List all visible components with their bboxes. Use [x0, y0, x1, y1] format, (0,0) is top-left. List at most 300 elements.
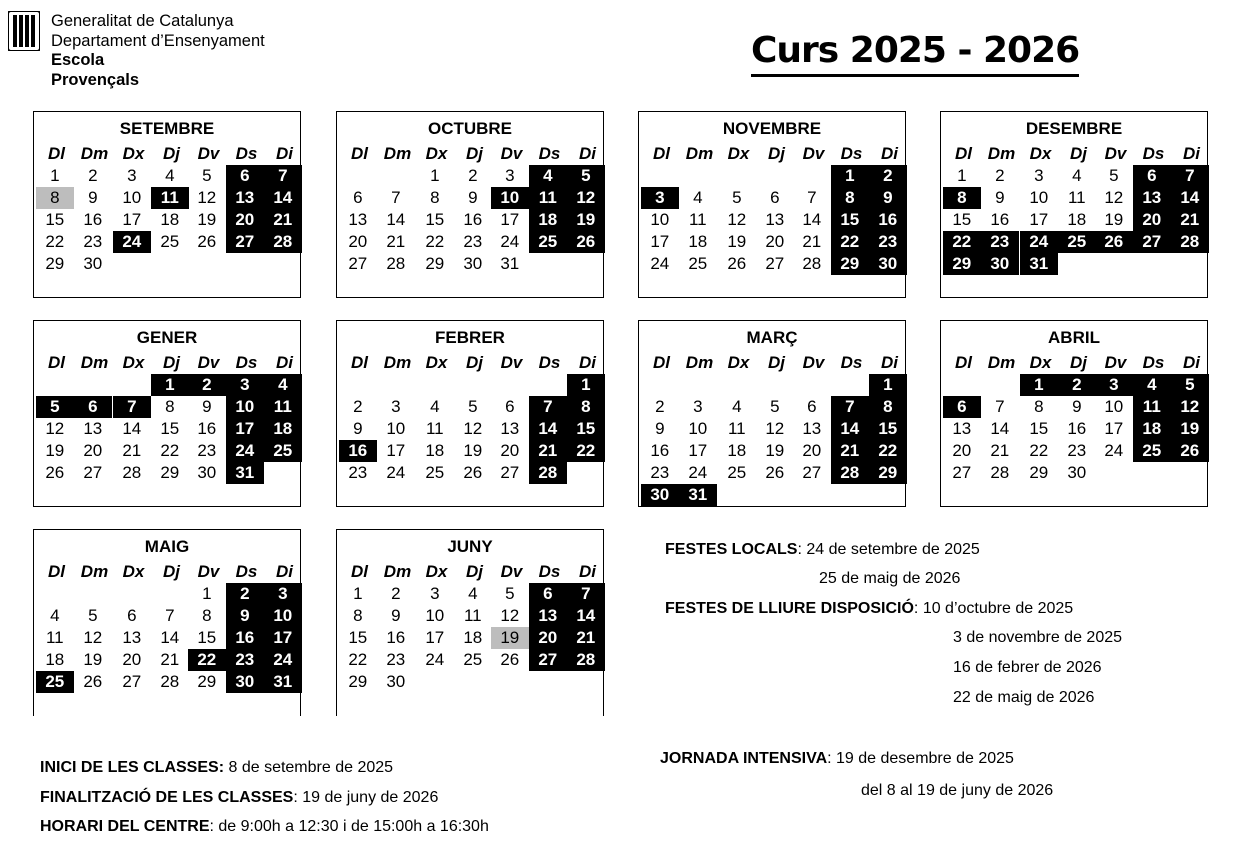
weekday-header: Dx: [122, 144, 145, 163]
day-cell: 23: [226, 649, 264, 671]
day-cell: 5: [468, 397, 478, 416]
day-cell: 15: [869, 418, 907, 440]
day-cell: 1: [1020, 374, 1058, 396]
day-cell: 16: [650, 441, 670, 460]
day-cell: 13: [1133, 187, 1171, 209]
day-cell: 27: [122, 672, 142, 691]
weekday-header: Dx: [122, 562, 145, 581]
day-cell: 2: [1058, 374, 1096, 396]
day-cell: 8: [831, 187, 869, 209]
day-cell: 20: [500, 441, 520, 460]
weekday-header: Dj: [466, 562, 483, 581]
day-cell: 10: [386, 419, 406, 438]
day-cell: 26: [463, 463, 483, 482]
day-cell: 11: [425, 419, 444, 438]
day-cell: 15: [348, 628, 368, 647]
day-cell: 7: [264, 165, 302, 187]
day-cell: 2: [468, 166, 478, 185]
day-cell: 21: [567, 627, 605, 649]
day-cell: 17: [226, 418, 264, 440]
day-cell: 24: [688, 463, 708, 482]
day-cell: 31: [1020, 253, 1058, 275]
day-cell: 3: [1034, 166, 1044, 185]
day-cell: 12: [765, 419, 785, 438]
day-cell: 20: [802, 441, 822, 460]
weekday-header: Ds: [235, 144, 258, 163]
day-cell: 2: [88, 166, 98, 185]
day-cell: 7: [807, 188, 817, 207]
day-cell: 24: [500, 232, 520, 251]
day-cell: 28: [1171, 231, 1209, 253]
weekday-header: Dj: [163, 353, 180, 372]
day-cell: 28: [386, 254, 406, 273]
day-cell: 30: [869, 253, 907, 275]
day-cell: 11: [1067, 188, 1086, 207]
day-cell: 22: [831, 231, 869, 253]
jornada-date-1: : 19 de desembre de 2025: [827, 750, 1014, 767]
day-cell: 24: [386, 463, 406, 482]
org-name: Generalitat de Catalunya: [51, 12, 234, 30]
weekday-header: Dv: [197, 144, 220, 163]
day-cell: 24: [226, 440, 264, 462]
day-cell: 5: [88, 606, 98, 625]
organization-block: [51, 12, 265, 90]
weekday-header: Dv: [197, 562, 220, 581]
month-setembre: [33, 111, 301, 298]
day-cell: 15: [45, 210, 65, 229]
day-cell: 13: [802, 419, 822, 438]
weekday-header: Dv: [1104, 144, 1127, 163]
month-name: NOVEMBRE: [722, 119, 822, 138]
day-cell: 17: [1029, 210, 1049, 229]
day-cell: 13: [529, 605, 567, 627]
day-cell: 9: [202, 397, 212, 416]
festes-lliure: [665, 599, 1073, 619]
day-cell: 1: [831, 165, 869, 187]
day-cell: 9: [226, 605, 264, 627]
day-cell: 8: [567, 396, 605, 418]
day-cell: 24: [264, 649, 302, 671]
festes-lliure-date-2: 3 de novembre de 2025: [953, 629, 1123, 646]
day-cell: 8: [943, 187, 981, 209]
day-cell: 18: [160, 210, 180, 229]
day-cell: 6: [127, 606, 137, 625]
day-cell: 8: [1034, 397, 1044, 416]
horari-centre: [40, 817, 489, 837]
final-label: FINALITZACIÓ DE LES CLASSES: [40, 789, 294, 806]
day-cell: 30: [83, 254, 103, 273]
day-cell: 9: [468, 188, 478, 207]
day-cell: 16: [83, 210, 103, 229]
day-cell: 1: [957, 166, 967, 185]
day-cell: 5: [567, 165, 605, 187]
day-cell: 28: [160, 672, 180, 691]
day-cell: 4: [1133, 374, 1171, 396]
inici-label: INICI DE LES CLASSES:: [40, 759, 225, 776]
day-cell: 4: [264, 374, 302, 396]
weekday-header: Dj: [768, 353, 785, 372]
day-cell: 30: [641, 484, 679, 506]
day-cell: 26: [197, 232, 217, 251]
month-febrer: [336, 320, 604, 507]
day-cell: 18: [45, 650, 65, 669]
day-cell: 30: [981, 253, 1019, 275]
day-cell: 14: [122, 419, 142, 438]
day-cell: 23: [981, 231, 1019, 253]
day-cell: 31: [226, 462, 264, 484]
day-cell: 16: [339, 440, 377, 462]
day-cell: 11: [688, 210, 707, 229]
weekday-header: Dv: [500, 144, 523, 163]
day-cell: 12: [463, 419, 483, 438]
day-cell: 17: [122, 210, 142, 229]
day-cell: 9: [869, 187, 907, 209]
day-cell: 15: [567, 418, 605, 440]
month-name: MAIG: [144, 537, 190, 556]
day-cell: 11: [151, 187, 189, 209]
day-cell: 10: [688, 419, 708, 438]
day-cell: 19: [45, 441, 65, 460]
day-cell: 16: [197, 419, 217, 438]
festes-lliure-date-4: 22 de maig de 2026: [953, 689, 1095, 706]
day-cell: 9: [655, 419, 665, 438]
day-cell: 6: [226, 165, 264, 187]
day-cell: 6: [529, 583, 567, 605]
weekday-header: Dv: [1104, 353, 1127, 372]
festes-lliure-date-1: : 10 d’octubre de 2025: [913, 600, 1074, 617]
weekday-header: Dj: [163, 562, 180, 581]
day-cell: 4: [529, 165, 567, 187]
day-cell: 13: [122, 628, 142, 647]
day-cell: 1: [151, 374, 189, 396]
day-cell: 15: [160, 419, 180, 438]
day-cell: 7: [567, 583, 605, 605]
horari-label: HORARI DEL CENTRE: [40, 818, 210, 835]
page-title-text: Curs 2025 - 2026: [751, 30, 1080, 71]
day-cell: 23: [348, 463, 368, 482]
day-cell: 10: [226, 396, 264, 418]
inici-classes: [40, 758, 393, 778]
day-cell: 15: [197, 628, 217, 647]
weekday-header: Dm: [383, 144, 412, 163]
day-cell: 26: [1171, 440, 1209, 462]
day-cell: 21: [1171, 209, 1209, 231]
day-cell: 19: [463, 441, 483, 460]
weekday-header: Dl: [653, 353, 670, 372]
day-cell: 9: [995, 188, 1005, 207]
day-cell: 30: [386, 672, 406, 691]
day-cell: 11: [264, 396, 302, 418]
day-cell: 6: [74, 396, 112, 418]
weekday-header: Ds: [235, 353, 258, 372]
day-cell: 4: [430, 397, 440, 416]
day-cell: 25: [1133, 440, 1171, 462]
day-cell: 9: [391, 606, 401, 625]
day-cell: 13: [83, 419, 103, 438]
day-cell: 27: [802, 463, 822, 482]
day-cell: 1: [202, 584, 212, 603]
day-cell: 21: [802, 232, 822, 251]
day-cell: 20: [529, 627, 567, 649]
day-cell: 8: [202, 606, 212, 625]
month-juny: [336, 529, 604, 716]
day-cell: 26: [567, 231, 605, 253]
weekday-header: Dl: [351, 353, 368, 372]
day-cell: 27: [765, 254, 785, 273]
day-cell: 22: [188, 649, 226, 671]
day-cell: 21: [122, 441, 142, 460]
day-cell: 22: [943, 231, 981, 253]
day-cell: 1: [353, 584, 363, 603]
day-cell: 6: [770, 188, 780, 207]
month-name: OCTUBRE: [427, 119, 513, 138]
day-cell: 26: [45, 463, 65, 482]
day-cell: 25: [425, 463, 445, 482]
day-cell: 16: [990, 210, 1010, 229]
weekday-header: Di: [1183, 144, 1200, 163]
school-name: Provençals: [51, 70, 140, 89]
day-cell: 6: [943, 396, 981, 418]
month-novembre: [638, 111, 906, 298]
day-cell: 5: [1109, 166, 1119, 185]
day-cell: 28: [122, 463, 142, 482]
day-cell: 12: [500, 606, 520, 625]
festes-lliure-label: FESTES DE LLIURE DISPOSICIÓ: [665, 600, 914, 617]
day-cell: 7: [995, 397, 1005, 416]
weekday-header: Dv: [197, 353, 220, 372]
day-cell: 7: [113, 396, 151, 418]
day-cell: 22: [160, 441, 180, 460]
day-cell: 7: [831, 396, 869, 418]
weekday-header: Di: [881, 353, 898, 372]
weekday-header: Dv: [500, 353, 523, 372]
day-cell: 29: [1029, 463, 1049, 482]
weekday-header: Ds: [235, 562, 258, 581]
weekday-header: Dx: [122, 353, 145, 372]
month-name: GENER: [136, 328, 198, 347]
day-cell: 26: [765, 463, 785, 482]
day-cell: 14: [990, 419, 1010, 438]
day-cell: 27: [83, 463, 103, 482]
day-cell: 27: [226, 231, 264, 253]
day-cell: 28: [802, 254, 822, 273]
day-cell: 9: [1072, 397, 1082, 416]
day-cell: 2: [995, 166, 1005, 185]
day-cell: 26: [1095, 231, 1133, 253]
day-cell: 5: [770, 397, 780, 416]
day-cell: 24: [425, 650, 445, 669]
day-cell: 7: [529, 396, 567, 418]
weekday-header: Di: [1183, 353, 1200, 372]
day-cell: 17: [1104, 419, 1124, 438]
day-cell: 16: [386, 628, 406, 647]
day-cell: 25: [1058, 231, 1096, 253]
day-cell: 26: [83, 672, 103, 691]
weekday-header: Di: [579, 353, 596, 372]
day-cell: 22: [567, 440, 605, 462]
day-cell: 28: [831, 462, 869, 484]
month-desembre: [940, 111, 1208, 298]
day-cell: 11: [529, 187, 567, 209]
day-cell: 14: [386, 210, 406, 229]
weekday-header: Dx: [425, 144, 448, 163]
day-cell: 7: [1171, 165, 1209, 187]
day-cell: 2: [391, 584, 401, 603]
day-cell: 16: [869, 209, 907, 231]
day-cell: 5: [202, 166, 212, 185]
day-cell: 28: [264, 231, 302, 253]
day-cell: 27: [1133, 231, 1171, 253]
weekday-header: Ds: [1142, 353, 1165, 372]
day-cell: 21: [160, 650, 180, 669]
day-cell: 22: [1029, 441, 1049, 460]
title-underline: [751, 74, 1079, 77]
day-cell: 13: [500, 419, 520, 438]
weekday-header: Dj: [768, 144, 785, 163]
day-cell: 12: [727, 210, 747, 229]
day-cell: 5: [732, 188, 742, 207]
day-cell: 17: [386, 441, 406, 460]
month-gener: [33, 320, 301, 507]
weekday-header: Dv: [802, 353, 825, 372]
day-cell: 14: [802, 210, 822, 229]
weekday-header: Dm: [685, 353, 714, 372]
day-cell: 26: [500, 650, 520, 669]
day-cell: 12: [1171, 396, 1209, 418]
day-cell: 22: [348, 650, 368, 669]
day-cell: 3: [693, 397, 703, 416]
day-cell: 20: [952, 441, 972, 460]
weekday-header: Ds: [538, 144, 561, 163]
weekday-header: Dl: [48, 562, 65, 581]
day-cell: 21: [990, 441, 1010, 460]
jornada-label: JORNADA INTENSIVA: [660, 750, 828, 767]
day-cell: 25: [264, 440, 302, 462]
day-cell: 18: [264, 418, 302, 440]
weekday-header: Dx: [727, 144, 750, 163]
day-cell: 18: [727, 441, 747, 460]
day-cell: 4: [693, 188, 703, 207]
day-cell: 2: [188, 374, 226, 396]
festes-locals-date-1: : 24 de setembre de 2025: [797, 541, 980, 558]
weekday-header: Ds: [840, 144, 863, 163]
day-cell: 23: [463, 232, 483, 251]
month-name: JUNY: [447, 537, 493, 556]
month-abril: [940, 320, 1208, 507]
day-cell: 24: [650, 254, 670, 273]
inici-value: 8 de setembre de 2025: [224, 759, 394, 776]
day-cell: 6: [505, 397, 515, 416]
weekday-header: Ds: [1142, 144, 1165, 163]
day-cell: 14: [1171, 187, 1209, 209]
day-cell: 10: [1104, 397, 1124, 416]
day-cell: 14: [831, 418, 869, 440]
day-cell: 7: [391, 188, 401, 207]
month-name: FEBRER: [435, 328, 505, 347]
weekday-header: Ds: [538, 353, 561, 372]
day-cell: 25: [727, 463, 747, 482]
day-cell: 11: [463, 606, 482, 625]
weekday-header: Dl: [955, 144, 972, 163]
weekday-header: Di: [881, 144, 898, 163]
department-name: Departament d’Ensenyament: [51, 31, 265, 50]
day-cell: 21: [529, 440, 567, 462]
day-cell: 6: [353, 188, 363, 207]
day-cell: 29: [831, 253, 869, 275]
weekday-header: Dl: [653, 144, 670, 163]
day-cell: 4: [732, 397, 742, 416]
day-cell: 18: [1067, 210, 1087, 229]
day-cell: 17: [500, 210, 520, 229]
generalitat-logo: [8, 11, 40, 51]
day-cell: 17: [688, 441, 708, 460]
day-cell: 22: [425, 232, 445, 251]
day-cell: 30: [226, 671, 264, 693]
day-cell: 31: [500, 254, 520, 273]
day-cell: 13: [226, 187, 264, 209]
day-cell: 26: [727, 254, 747, 273]
day-cell: 5: [505, 584, 515, 603]
day-cell: 30: [1067, 463, 1087, 482]
day-cell: 17: [264, 627, 302, 649]
day-cell: 11: [45, 628, 64, 647]
day-cell: 30: [463, 254, 483, 273]
day-cell: 24: [1020, 231, 1058, 253]
day-cell: 3: [505, 166, 515, 185]
day-cell: 25: [529, 231, 567, 253]
day-cell: 6: [807, 397, 817, 416]
horari-value: : de 9:00h a 12:30 i de 15:00h a 16:30h: [209, 818, 489, 835]
day-cell: 3: [391, 397, 401, 416]
day-cell: 22: [869, 440, 907, 462]
day-cell: 18: [1133, 418, 1171, 440]
weekday-header: Dv: [802, 144, 825, 163]
day-cell: 18: [688, 232, 708, 251]
day-cell: 8: [353, 606, 363, 625]
day-cell: 3: [641, 187, 679, 209]
day-cell: 19: [1104, 210, 1124, 229]
day-cell: 29: [425, 254, 445, 273]
weekday-header: Dx: [1029, 144, 1052, 163]
day-cell: 20: [1133, 209, 1171, 231]
day-cell: 6: [1133, 165, 1171, 187]
day-cell: 2: [353, 397, 363, 416]
weekday-header: Dj: [163, 144, 180, 163]
day-cell: 3: [1095, 374, 1133, 396]
day-cell: 20: [83, 441, 103, 460]
day-cell: 15: [425, 210, 445, 229]
weekday-header: Dl: [351, 144, 368, 163]
day-cell: 21: [264, 209, 302, 231]
day-cell: 24: [113, 231, 151, 253]
day-cell: 12: [83, 628, 103, 647]
page-title: [751, 30, 1079, 71]
day-cell: 14: [567, 605, 605, 627]
day-cell: 9: [88, 188, 98, 207]
day-cell: 29: [45, 254, 65, 273]
weekday-header: Ds: [840, 353, 863, 372]
day-cell: 12: [45, 419, 65, 438]
weekday-header: Dl: [48, 144, 65, 163]
day-cell: 2: [655, 397, 665, 416]
festes-locals-date-2: 25 de maig de 2026: [819, 570, 961, 587]
day-cell: 16: [463, 210, 483, 229]
day-cell: 1: [50, 166, 60, 185]
weekday-header: Di: [276, 562, 293, 581]
day-cell: 16: [1067, 419, 1087, 438]
weekday-header: Dm: [383, 353, 412, 372]
weekday-header: Dj: [1070, 144, 1087, 163]
